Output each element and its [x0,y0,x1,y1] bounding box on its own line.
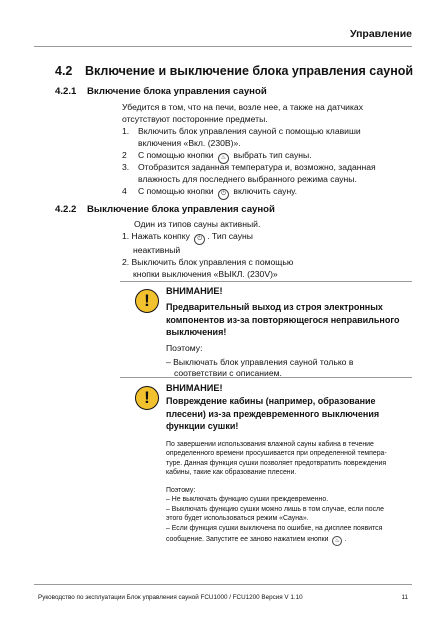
step-number: 2 [122,150,127,160]
warning2-therefore: Поэтому: [166,487,196,494]
warning2-heading-line: функции сушки! [166,421,239,432]
sub1-step-3 [122,162,422,186]
step-line: Включить блок управления сауной с помощью клавиши [138,126,361,136]
sub1-title: Включение блока управления сауной [87,86,267,97]
power-button-icon: ⏻ [218,189,229,200]
sub1-intro-line: Убедится в том, что на печи, возле нее, а также на датчиках [122,102,364,112]
warning-icon: ! [135,289,159,313]
warning2-instruction-line: – Не выключать функцию сушки преждевременно. [166,496,329,504]
step-text-pre: 1. Нажать конпку [122,231,190,241]
warning-icon: ! [135,386,159,410]
footer-text: Руководство по эксплуатации Блок управления сауной FCU1000 / FCU1200 Версия V 1.10 [38,594,303,601]
sub2-step-1-line [122,231,293,245]
step-text [138,162,376,186]
header-divider [34,46,412,47]
sub2-number: 4.2.2 [55,204,77,215]
description-line: По завершении использования влажной сауны кабина в течение [166,441,374,448]
warning2-instruction-last [166,535,384,546]
sub1-step-1 [122,126,422,150]
warning2-heading [166,395,379,433]
description-line: туре. Данная функция сушки позволяет предотвратить повреждения [166,459,387,467]
instruction-text: сообщение. Запустите ее заново нажатием кнопки [166,536,329,544]
sub2-intro: Один из типов сауны активный. [134,219,261,229]
description-line: кабины, такие как образование плесени. [166,469,297,477]
warning2-description [166,440,387,478]
step-line: включения «Вкл. (230В)». [138,137,241,148]
warning2-instruction-line: этого будет использоваться режим «Сауна». [166,515,309,523]
step-line: влажность для последнего выбранного режима сауны. [138,173,357,184]
warning1-top-rule [120,281,412,282]
warning2-instructions [166,486,384,546]
step-number: 3. [122,162,130,172]
section-title: Включение и выключение блока управления сауной [85,64,414,78]
warning2-heading-line: Повреждение кабины (например, образование [166,396,376,406]
warning2-top-rule [120,377,412,378]
sub2-step-2-line2: кнопки выключения «ВЫКЛ. (230V)» [133,268,278,279]
section-number: 4.2 [55,64,73,78]
warning1-instruction-line: соответствии с описанием. [174,368,282,379]
warning2-instruction-line: – Выключать функцию сушки можно лишь в том случае, если после [166,505,384,513]
step-text [138,186,297,200]
step-text [138,126,361,150]
warning1-heading [166,301,400,339]
footer-divider [34,584,412,585]
warning1-instruction-line: – Выключать блок управления сауной только в [166,356,354,367]
warning1-therefore: Поэтому: [166,342,203,353]
step-text-post: . Тип сауны [207,231,253,241]
step-number: 4 [122,186,127,196]
warning2-box [166,383,379,433]
warning2-heading-line: плесени) из-за преждевременного выключения [166,408,380,419]
step-text-post: выбрать тип сауны. [233,150,312,160]
power-button-icon: ⏻ [194,234,205,245]
step-text-post: включить сауну. [233,186,298,196]
warning1-box [166,286,400,380]
sauna-type-button-icon: ♨ [218,153,229,164]
warning1-heading-line: выключения! [166,327,227,338]
sub2-step-2-line1: 2. Выключить блок управления с помощью [122,256,294,267]
sub1-number: 4.2.1 [55,86,77,97]
warning1-title: ВНИМАНИЕ! [166,286,223,296]
warning1-heading-line: Предварительный выход из строя электронных [166,302,383,312]
warning1-heading-line: компонентов из-за повторяющегося неправильного [166,314,400,325]
sub1-intro-line: отсутствуют посторонние предметы. [122,113,268,124]
sauna-type-button-icon: ♨ [332,536,342,546]
step-text-pre: С помощью кнопки [138,150,214,160]
step-text-pre: С помощью кнопки [138,186,214,196]
sub1-step-2 [122,150,422,162]
description-line: определенного времени просушивается при определенной темпера- [166,450,387,458]
page-number: 11 [401,594,408,601]
instruction-text: . [344,536,347,544]
sub2-step-1-line2: неактивный [133,245,181,255]
sub1-intro [122,102,363,126]
step-line: Отобразится заданная температура и, возможно, заданная [138,162,376,172]
sub2-step-1 [122,231,293,280]
warning2-title: ВНИМАНИЕ! [166,383,223,393]
sub2-title: Выключение блока управления сауной [87,204,275,215]
warning2-instruction-line: – Если функция сушки выключена по ошибке, на дисплее появится [166,524,383,532]
sub1-step-4 [122,186,422,198]
step-number: 1. [122,126,130,136]
header-title: Управление [349,28,412,40]
